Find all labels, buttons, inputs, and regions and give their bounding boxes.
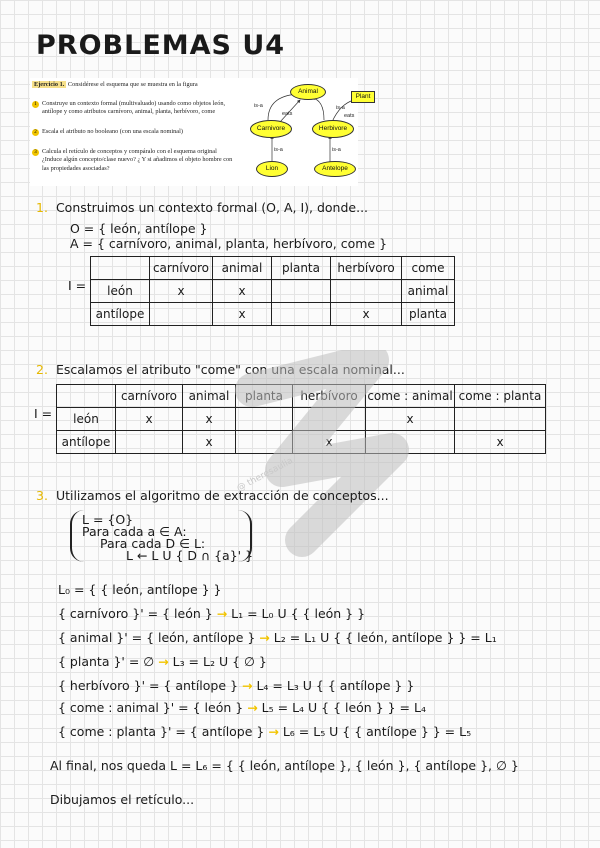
step-line <box>58 700 426 715</box>
exercise-intro <box>32 81 237 89</box>
edge-label-isa: is-a <box>336 105 345 111</box>
column-header: animal <box>183 385 236 408</box>
table-cell: planta <box>402 303 455 326</box>
table-cell: x <box>150 280 213 303</box>
table-cell: x <box>183 431 236 454</box>
column-header: planta <box>236 385 293 408</box>
arrow-icon: → <box>158 654 169 669</box>
exercise-item <box>32 100 237 117</box>
table-cell <box>331 280 402 303</box>
incidence-label: I = <box>68 278 87 293</box>
node-lion: Lion <box>256 161 288 177</box>
node-antelope: Antelope <box>314 161 356 177</box>
step-line <box>58 678 414 693</box>
step-update: L₆ = L₅ U { { antílope } } = L₅ <box>282 724 472 739</box>
step-line <box>58 630 497 645</box>
table-cell: x <box>213 280 272 303</box>
section-text: Construimos un contexto formal (O, A, I), donde... <box>55 200 369 215</box>
algorithm-line: L ← L U { D ∩ {a}' } <box>126 548 254 563</box>
step-update: L₂ = L₁ U { { león, antílope } } = L₁ <box>273 630 497 645</box>
algorithm-line: Para cada a ∈ A: <box>82 524 187 539</box>
step-update: L₁ = L₀ U { { león } } <box>231 606 366 621</box>
item-number: 2 <box>32 129 39 136</box>
section-number: 1. <box>36 200 48 215</box>
item-number: 1 <box>32 101 39 108</box>
exercise-heading: Ejercicio 1. <box>34 81 65 88</box>
table-cell <box>366 431 455 454</box>
node-herbivore: Herbivore <box>312 120 354 138</box>
section-number: 2. <box>36 362 48 377</box>
table-row <box>91 280 455 303</box>
table-corner <box>57 385 116 408</box>
table-row <box>91 303 455 326</box>
section-1-heading <box>36 200 368 215</box>
arrow-icon: → <box>241 678 253 693</box>
exercise-clipping <box>30 78 371 186</box>
context-table <box>90 256 455 326</box>
edge-isa-herbivore-animal <box>312 98 324 120</box>
arrow-icon: → <box>268 724 279 739</box>
section-text: Utilizamos el algoritmo de extracción de conceptos... <box>55 488 389 503</box>
exercise-item <box>32 148 237 173</box>
item-text: Escala el atributo no booleano (con una escala nominal) <box>42 128 183 135</box>
row-label: antílope <box>57 431 116 454</box>
page-title: PROBLEMAS U4 <box>36 30 286 61</box>
table-cell <box>272 303 331 326</box>
watermark-text: @ theresaulia <box>235 456 295 494</box>
section-text: Escalamos el atributo "come" con una escala nominal... <box>55 362 405 377</box>
table-cell: x <box>293 431 366 454</box>
table-cell: x <box>213 303 272 326</box>
table-row <box>57 408 546 431</box>
step-closure: { animal }' = { león, antílope } <box>58 630 256 645</box>
edge-label-isa: is-a <box>274 147 283 153</box>
item-text: Calcula el retículo de conceptos y compáralo con el esquema original ¿Induce algún concepto/clase nuevo? ¿ Y si añadimos el objeto hombre con las propiedades asociadas? <box>42 148 233 172</box>
table-cell: x <box>455 431 546 454</box>
step-update: L₅ = L₄ U { { león } } = L₄ <box>261 700 426 715</box>
column-header: animal <box>213 257 272 280</box>
arrow-icon: → <box>259 630 270 645</box>
table-header-row <box>57 385 546 408</box>
scaled-context-table <box>56 384 546 454</box>
incidence-label: I = <box>34 406 53 421</box>
column-header: carnívoro <box>116 385 183 408</box>
section-2-heading <box>36 362 405 377</box>
table-row <box>57 431 546 454</box>
row-label: león <box>91 280 150 303</box>
closing-note: Dibujamos el retículo... <box>50 792 195 807</box>
step-line: L₀ = { { león, antílope } } <box>58 582 222 597</box>
step-line <box>58 654 267 669</box>
edge-label-isa: is-a <box>332 147 341 153</box>
arrow-icon: → <box>247 700 258 715</box>
table-header-row <box>91 257 455 280</box>
table-cell <box>293 408 366 431</box>
node-carnivore: Carnivore <box>250 120 292 138</box>
exercise-item <box>32 128 237 136</box>
arrow-icon: → <box>216 606 228 621</box>
row-label: antílope <box>91 303 150 326</box>
section-number: 3. <box>36 488 48 503</box>
node-animal: Animal <box>290 84 326 100</box>
column-header: planta <box>272 257 331 280</box>
table-corner <box>91 257 150 280</box>
table-cell: animal <box>402 280 455 303</box>
section-3-heading <box>36 488 389 503</box>
column-header: come : planta <box>455 385 546 408</box>
step-closure: { herbívoro }' = { antílope } <box>58 678 238 693</box>
column-header: come : animal <box>366 385 455 408</box>
exercise-intro-text: Considérese el esquema que se muestra en la figura <box>67 81 198 88</box>
objects-definition: O = { león, antílope } <box>70 221 208 236</box>
edge-label-eats: eats <box>282 111 293 117</box>
table-cell <box>116 431 183 454</box>
table-cell: x <box>366 408 455 431</box>
algorithm-line: L = {O} <box>82 512 134 527</box>
table-cell: x <box>116 408 183 431</box>
edge-label-isa: is-a <box>254 103 263 109</box>
step-closure: { come : planta }' = { antílope } <box>58 724 265 739</box>
edge-label-eats: eats <box>344 113 355 119</box>
table-cell <box>150 303 213 326</box>
table-cell: x <box>331 303 402 326</box>
step-closure: { carnívoro }' = { león } <box>58 606 213 621</box>
step-update: L₃ = L₂ U { ∅ } <box>172 654 267 669</box>
column-header: come <box>402 257 455 280</box>
step-line <box>58 606 365 621</box>
item-number: 3 <box>32 149 39 156</box>
table-cell <box>236 431 293 454</box>
table-cell <box>455 408 546 431</box>
step-update: L₄ = L₃ U { { antílope } } <box>256 678 415 693</box>
table-cell <box>272 280 331 303</box>
column-header: herbívoro <box>293 385 366 408</box>
attributes-definition: A = { carnívoro, animal, planta, herbívoro, come } <box>70 236 388 251</box>
step-closure: { come : animal }' = { león } <box>58 700 244 715</box>
table-cell: x <box>183 408 236 431</box>
node-plant: Plant <box>351 91 375 103</box>
table-cell <box>236 408 293 431</box>
item-text: Construye un contexto formal (multivaluado) usando como objetos león, antílope y como atributos carnívoro, animal, planta, herbívoro, come <box>42 100 226 116</box>
algorithm-line: Para cada D ∈ L: <box>100 536 206 551</box>
row-label: león <box>57 408 116 431</box>
step-closure: { planta }' = ∅ <box>58 654 155 669</box>
final-result: Al final, nos queda L = L₆ = { { león, antílope }, { león }, { antílope }, ∅ } <box>50 758 519 773</box>
column-header: herbívoro <box>331 257 402 280</box>
step-line <box>58 724 471 739</box>
column-header: carnívoro <box>150 257 213 280</box>
